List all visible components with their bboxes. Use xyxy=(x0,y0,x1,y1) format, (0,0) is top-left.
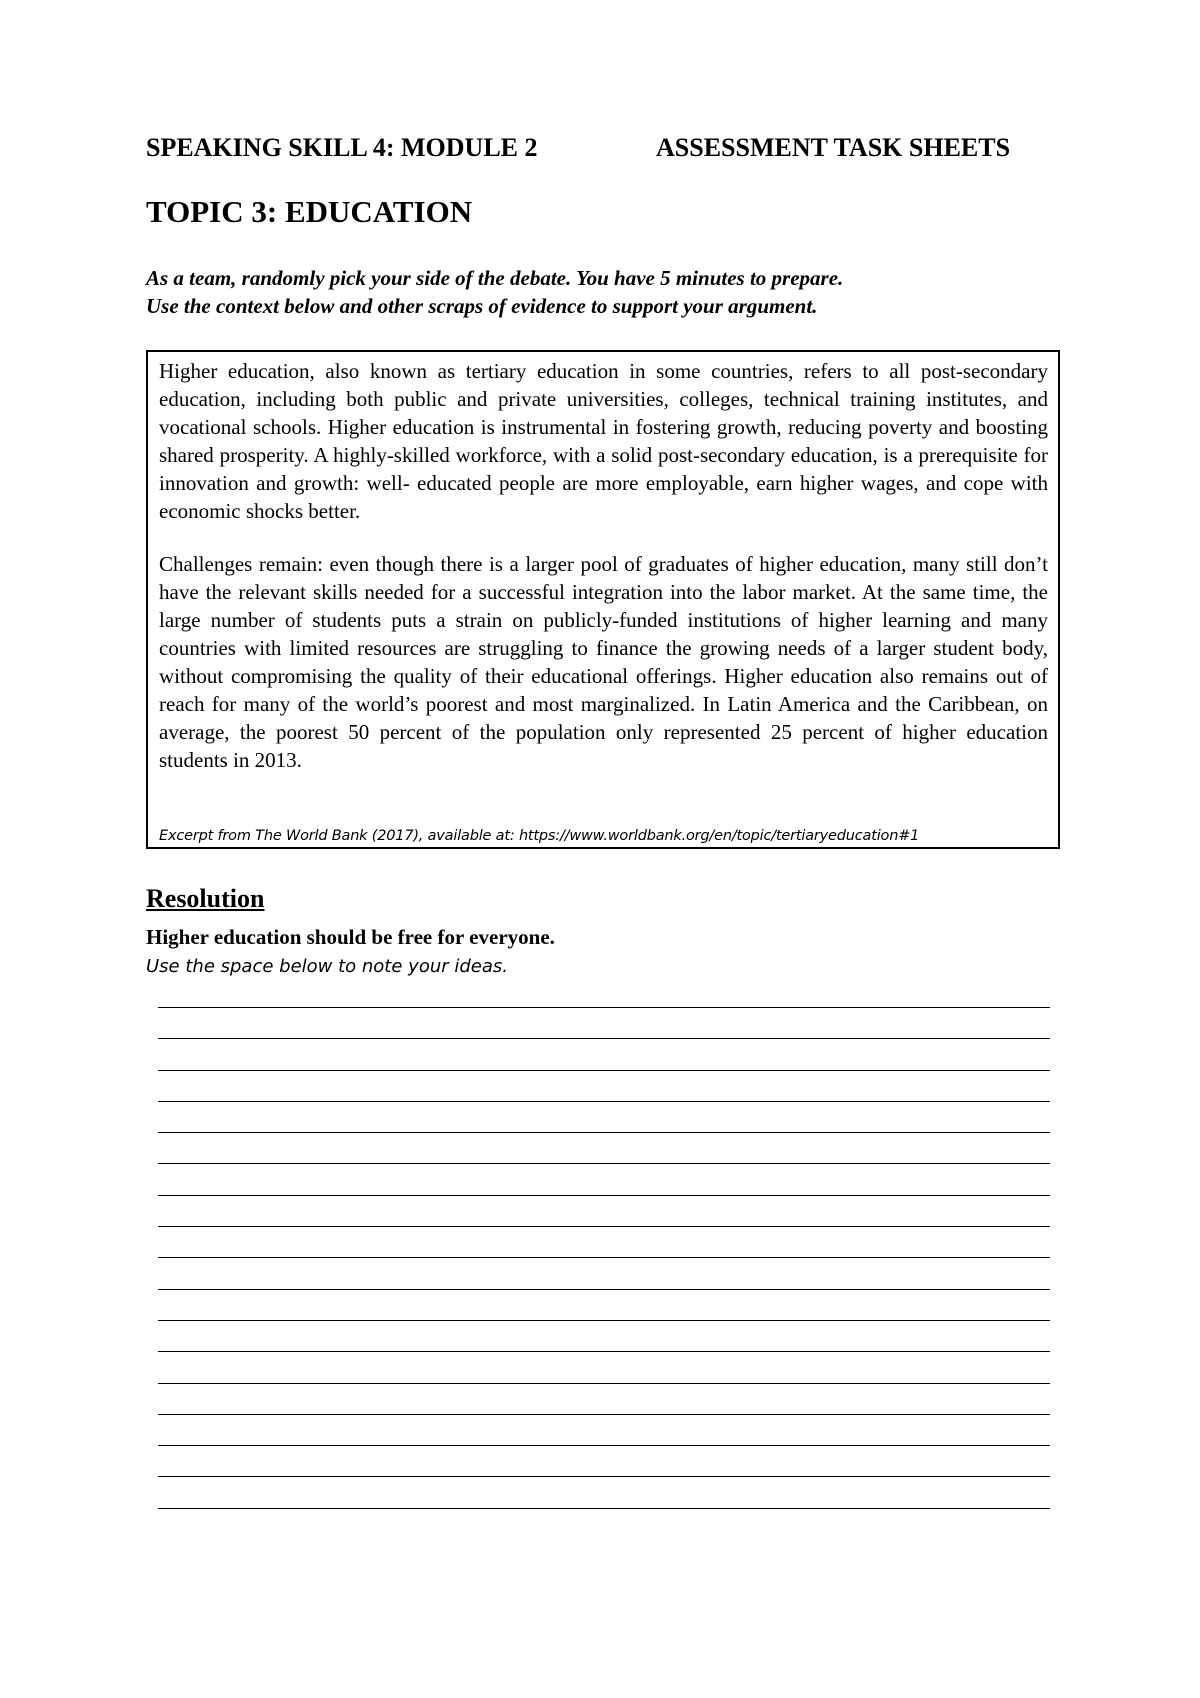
notes-hint: Use the space below to note your ideas. xyxy=(146,956,508,977)
context-box xyxy=(146,350,1060,849)
topic-title: TOPIC 3: EDUCATION xyxy=(146,194,473,229)
assessment-header: ASSESSMENT TASK SHEETS xyxy=(656,133,1011,162)
note-line[interactable] xyxy=(158,1383,1050,1414)
module-header: SPEAKING SKILL 4: MODULE 2 xyxy=(146,133,538,162)
note-line[interactable] xyxy=(158,1320,1050,1351)
debate-instructions xyxy=(146,264,1046,320)
context-paragraph: Challenges remain: even though there is a larger pool of graduates of higher education, many still don’t have the relevant skills needed for a successful integration into the labor market. At the same time, the large number of students puts a strain on publicly-funded institutions of higher learning and many countries with limited resources are struggling to finance the growing needs of a larger student body, without compromising the quality of their educational offerings. Higher education also remains out of reach for many of the world’s poorest and most marginalized. In Latin America and the Caribbean, on average, the poorest 50 percent of the population only represented 25 percent of higher education students in 2013. xyxy=(159,552,1048,772)
note-line[interactable] xyxy=(158,1132,1050,1163)
source-citation: Excerpt from The World Bank (2017), available at: https://www.worldbank.org/en/topic/tertiaryeducation#1 xyxy=(159,828,920,844)
note-line[interactable] xyxy=(158,1226,1050,1257)
note-line[interactable] xyxy=(158,1445,1050,1476)
resolution-motion: Higher education should be free for everyone. xyxy=(146,925,555,949)
note-line[interactable] xyxy=(158,1038,1050,1069)
note-line[interactable] xyxy=(158,1476,1050,1507)
note-line[interactable] xyxy=(158,1508,1050,1539)
note-line[interactable] xyxy=(158,1195,1050,1226)
note-line[interactable] xyxy=(158,1101,1050,1132)
note-lines[interactable] xyxy=(158,1007,1050,1539)
note-line[interactable] xyxy=(158,1289,1050,1320)
resolution-heading: Resolution xyxy=(146,884,265,913)
note-line[interactable] xyxy=(158,1007,1050,1038)
instruction-line: As a team, randomly pick your side of the debate. You have 5 minutes to prepare. xyxy=(146,266,844,290)
note-line[interactable] xyxy=(158,1163,1050,1194)
note-line[interactable] xyxy=(158,1070,1050,1101)
context-paragraph: Higher education, also known as tertiary education in some countries, refers to all post-secondary education, including both public and private universities, colleges, technical training institutes, and vocational schools. Higher education is instrumental in fostering growth, reducing poverty and boosting shared prosperity. A highly-skilled workforce, with a solid post-secondary education, is a prerequisite for innovation and growth: well- educated people are more employable, earn higher wages, and cope with economic shocks better. xyxy=(159,359,1048,523)
note-line[interactable] xyxy=(158,1257,1050,1288)
note-line[interactable] xyxy=(158,1414,1050,1445)
note-line[interactable] xyxy=(158,1351,1050,1382)
instruction-line: Use the context below and other scraps of evidence to support your argument. xyxy=(146,294,818,318)
